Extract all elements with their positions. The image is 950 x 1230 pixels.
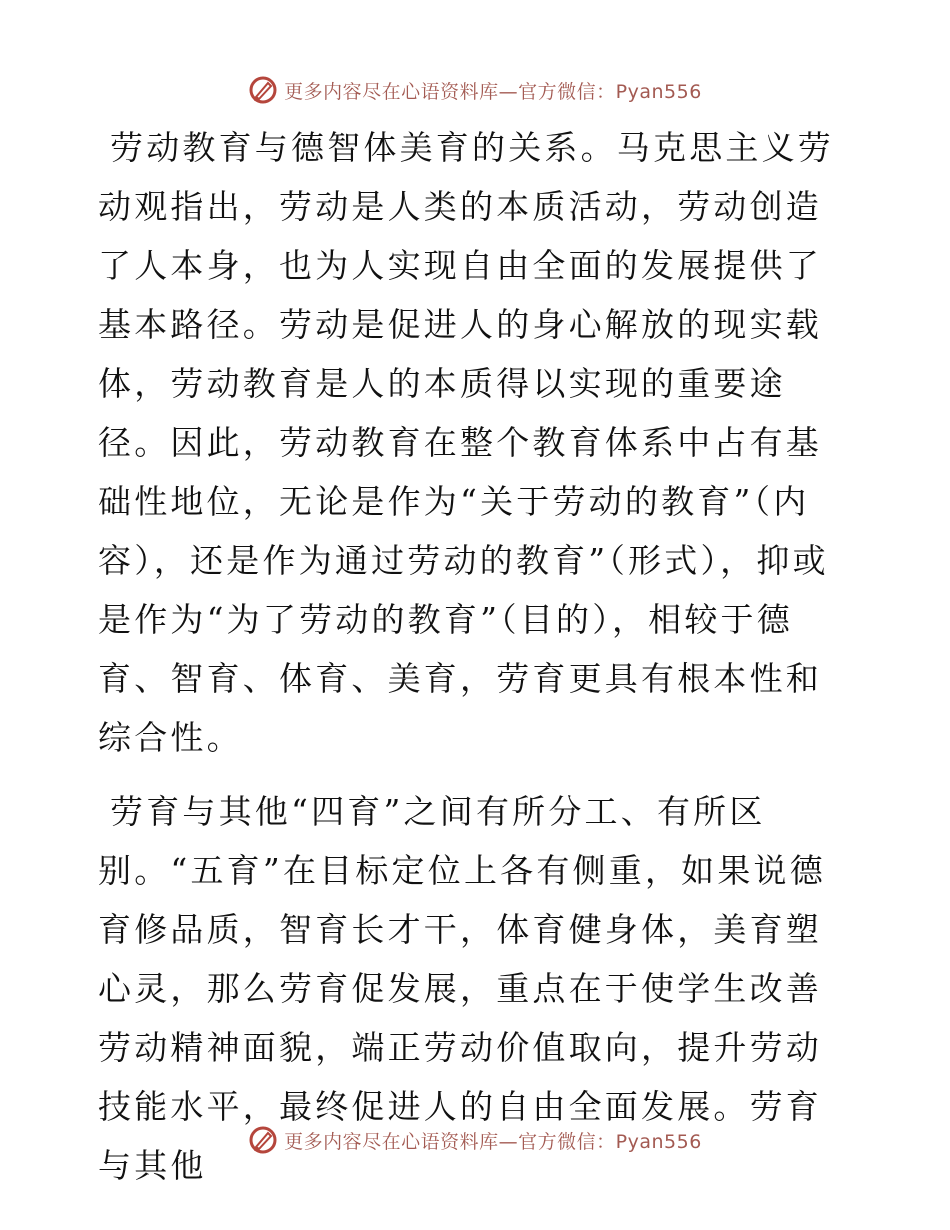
footer-watermark	[0, 1122, 950, 1158]
footer-watermark-text: 更多内容尽在心语资料库—官方微信：Pyan556	[284, 1130, 702, 1153]
header-watermark	[0, 72, 950, 108]
paragraph-1: 劳动教育与德智体美育的关系。马克思主义劳动观指出，劳动是人类的本质活动，劳动创造了人本身，也为人实现自由全面的发展提供了基本路径。劳动是促进人的身心解放的现实载体，劳动教育是人的本质得以实现的重要途径。因此，劳动教育在整个教育体系中占有基础性地位，无论是作为“关于劳动的教育”（内容），还是作为通过劳动的教育”（形式），抑或是作为“为了劳动的教育”（目的），相较于德育、智育、体育、美育，劳育更具有根本性和综合性。	[98, 128, 834, 757]
paragraph-2: 劳育与其他“四育”之间有所分工、有所区别。“五育”在目标定位上各有侧重，如果说德育修品质，智育长才干，体育健身体，美育塑心灵，那么劳育促发展，重点在于使学生改善劳动精神面貌，端正劳动价值取向，提升劳动技能水平，最终促进人的自由全面发展。劳育与其他	[98, 792, 826, 1185]
document-body	[98, 118, 850, 1210]
header-watermark-text: 更多内容尽在心语资料库—官方微信：Pyan556	[284, 80, 702, 103]
pen-circle-icon	[248, 1125, 278, 1155]
pen-circle-icon	[248, 75, 278, 105]
